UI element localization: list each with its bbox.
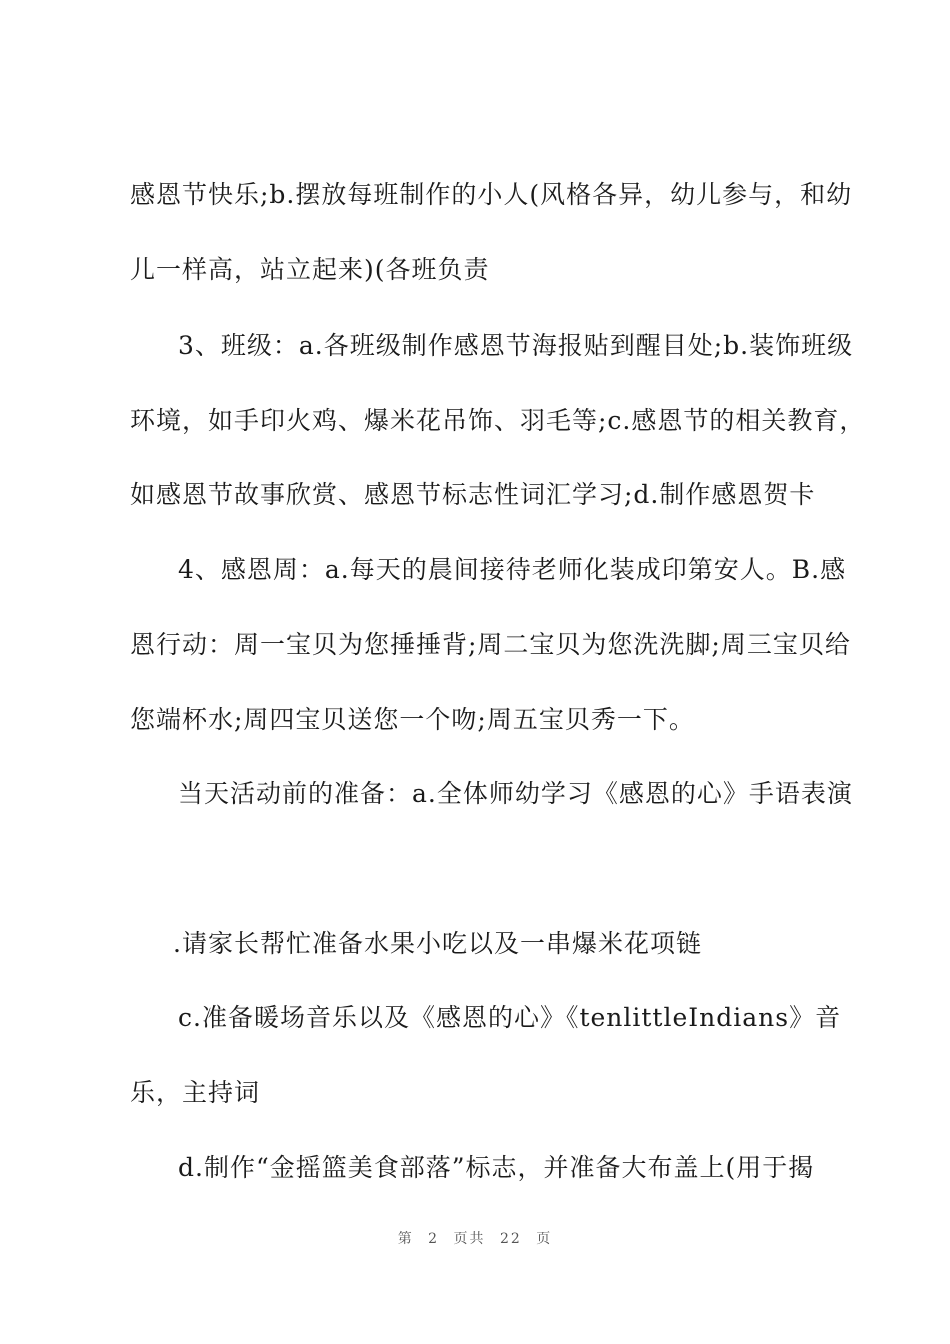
footer-label-ye: 页 <box>536 1231 553 1247</box>
text-line-13: d.制作“金摇篮美食部落”标志，并准备大布盖上(用于揭 <box>178 1153 815 1182</box>
footer-page-number: 2 <box>428 1231 440 1247</box>
page-footer <box>0 1228 950 1248</box>
footer-label-ye-gong: 页共 <box>453 1231 486 1247</box>
footer-label-di: 第 <box>397 1231 414 1247</box>
text-line-9: 当天活动前的准备：a.全体师幼学习《感恩的心》手语表演 <box>178 779 853 808</box>
footer-total-pages: 22 <box>500 1231 522 1247</box>
text-line-3: 3、班级：a.各班级制作感恩节海报贴到醒目处;b.装饰班级 <box>178 331 854 360</box>
text-line-11: c.准备暖场音乐以及《感恩的心》《tenlittleIndians》音 <box>178 1003 842 1032</box>
text-line-6: 4、感恩周：a.每天的晨间接待老师化装成印第安人。B.感 <box>178 555 847 584</box>
text-line-12: 乐，主持词 <box>130 1078 261 1107</box>
text-line-5: 如感恩节故事欣赏、感恩节标志性词汇学习;d.制作感恩贺卡 <box>130 480 816 509</box>
text-line-1: 感恩节快乐;b.摆放每班制作的小人(风格各异，幼儿参与，和幼 <box>130 180 853 209</box>
text-line-8: 您端杯水;周四宝贝送您一个吻;周五宝贝秀一下。 <box>130 705 695 734</box>
text-line-2: 儿一样高，站立起来)(各班负责 <box>130 255 490 284</box>
text-line-4: 环境，如手印火鸡、爆米花吊饰、羽毛等;c.感恩节的相关教育， <box>130 406 866 435</box>
text-line-10: .请家长帮忙准备水果小吃以及一串爆米花项链 <box>173 929 702 958</box>
text-line-7: 恩行动：周一宝贝为您捶捶背;周二宝贝为您洗洗脚;周三宝贝给 <box>130 630 851 659</box>
